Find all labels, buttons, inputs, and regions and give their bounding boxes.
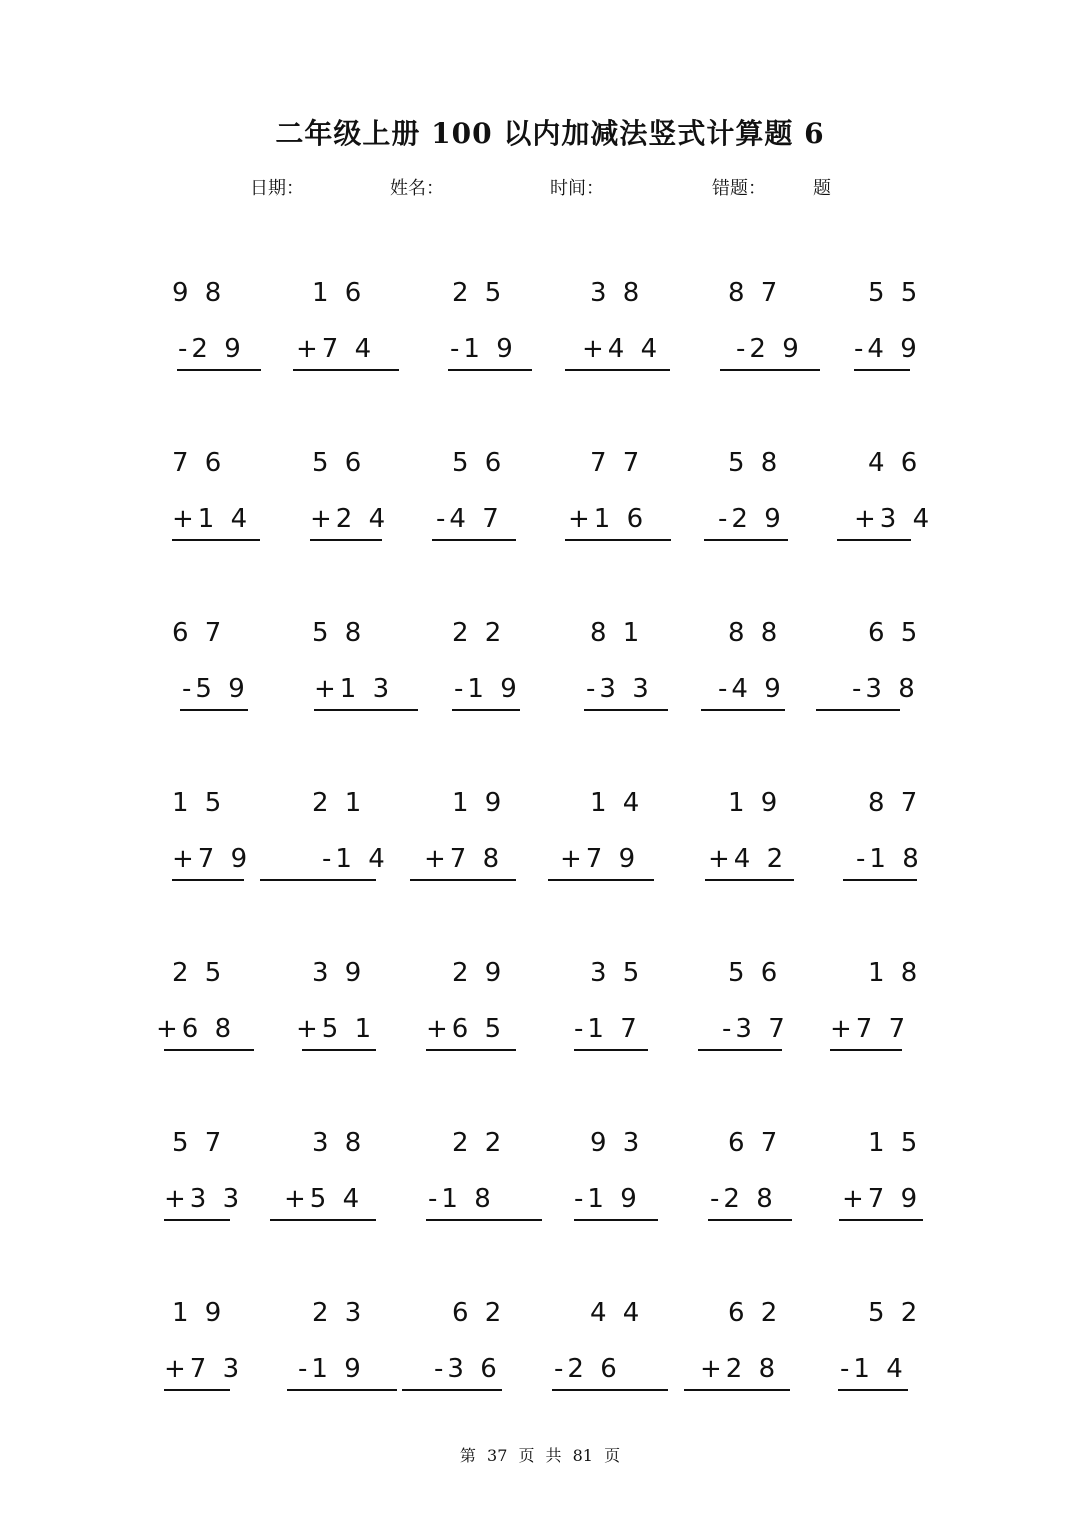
bottom-operand: -2 9 xyxy=(718,504,785,534)
answer-line xyxy=(708,1219,792,1221)
bottom-operand: -3 8 xyxy=(852,674,919,704)
errors-unit-label: 题 xyxy=(813,178,831,199)
top-number: 8 7 xyxy=(868,788,922,818)
top-number: 5 8 xyxy=(728,448,782,478)
answer-line xyxy=(302,1049,376,1051)
top-number: 2 3 xyxy=(312,1298,366,1328)
answer-line xyxy=(565,369,670,371)
bottom-operand: +7 9 xyxy=(842,1184,922,1214)
top-number: 9 8 xyxy=(172,278,226,308)
date-label: 日期： xyxy=(250,178,304,199)
top-number: 2 5 xyxy=(172,958,226,988)
answer-line xyxy=(270,1219,376,1221)
name-label: 姓名： xyxy=(390,178,444,199)
errors-label: 错题： xyxy=(712,178,766,199)
top-number: 2 9 xyxy=(452,958,506,988)
top-number: 9 3 xyxy=(590,1128,644,1158)
bottom-operand: +2 4 xyxy=(310,504,390,534)
bottom-operand: -1 9 xyxy=(574,1184,641,1214)
bottom-operand: +7 8 xyxy=(424,844,504,874)
top-number: 5 8 xyxy=(312,618,366,648)
bottom-operand: +1 3 xyxy=(314,674,394,704)
top-number: 5 7 xyxy=(172,1128,226,1158)
answer-line xyxy=(426,1219,542,1221)
answer-line xyxy=(698,1049,782,1051)
top-number: 1 9 xyxy=(452,788,506,818)
answer-line xyxy=(574,1219,658,1221)
answer-line xyxy=(448,369,532,371)
bottom-operand: +7 7 xyxy=(830,1014,910,1044)
top-number: 8 8 xyxy=(728,618,782,648)
top-number: 1 4 xyxy=(590,788,644,818)
bottom-operand: -1 9 xyxy=(298,1354,365,1384)
answer-line xyxy=(854,369,910,371)
bottom-operand: +3 4 xyxy=(854,504,934,534)
top-number: 6 2 xyxy=(452,1298,506,1328)
answer-line xyxy=(426,1049,516,1051)
answer-line xyxy=(705,879,794,881)
answer-line xyxy=(180,709,248,711)
bottom-operand: -5 9 xyxy=(182,674,249,704)
answer-line xyxy=(452,709,520,711)
answer-line xyxy=(684,1389,790,1391)
top-number: 3 9 xyxy=(312,958,366,988)
answer-line xyxy=(584,709,668,711)
answer-line xyxy=(172,879,244,881)
answer-line xyxy=(164,1389,230,1391)
bottom-operand: -1 8 xyxy=(856,844,923,874)
top-number: 8 1 xyxy=(590,618,644,648)
bottom-operand: +6 8 xyxy=(156,1014,236,1044)
bottom-operand: -4 9 xyxy=(854,334,921,364)
answer-line xyxy=(310,539,382,541)
top-number: 2 1 xyxy=(312,788,366,818)
answer-line xyxy=(704,539,788,541)
top-number: 4 6 xyxy=(868,448,922,478)
answer-line xyxy=(260,879,376,881)
answer-line xyxy=(172,539,260,541)
bottom-operand: +1 6 xyxy=(568,504,648,534)
answer-line xyxy=(843,879,917,881)
answer-line xyxy=(287,1389,397,1391)
answer-line xyxy=(410,879,516,881)
answer-line xyxy=(830,1049,902,1051)
top-number: 2 2 xyxy=(452,618,506,648)
top-number: 5 6 xyxy=(452,448,506,478)
answer-line xyxy=(574,1049,648,1051)
answer-line xyxy=(314,709,418,711)
answer-line xyxy=(402,1389,502,1391)
bottom-operand: +2 8 xyxy=(700,1354,780,1384)
top-number: 6 2 xyxy=(728,1298,782,1328)
top-number: 1 6 xyxy=(312,278,366,308)
answer-line xyxy=(177,369,261,371)
top-number: 1 5 xyxy=(172,788,226,818)
top-number: 2 2 xyxy=(452,1128,506,1158)
bottom-operand: -2 8 xyxy=(710,1184,777,1214)
bottom-operand: +3 3 xyxy=(164,1184,244,1214)
top-number: 6 7 xyxy=(172,618,226,648)
bottom-operand: -3 7 xyxy=(722,1014,789,1044)
bottom-operand: -1 9 xyxy=(450,334,517,364)
bottom-operand: -2 9 xyxy=(178,334,245,364)
bottom-operand: -1 4 xyxy=(840,1354,907,1384)
top-number: 3 8 xyxy=(312,1128,366,1158)
top-number: 5 6 xyxy=(728,958,782,988)
bottom-operand: -1 8 xyxy=(428,1184,495,1214)
bottom-operand: +5 4 xyxy=(284,1184,364,1214)
bottom-operand: -4 7 xyxy=(436,504,503,534)
top-number: 7 6 xyxy=(172,448,226,478)
top-number: 2 5 xyxy=(452,278,506,308)
bottom-operand: +6 5 xyxy=(426,1014,506,1044)
answer-line xyxy=(548,879,654,881)
bottom-operand: +7 9 xyxy=(560,844,640,874)
bottom-operand: +5 1 xyxy=(296,1014,376,1044)
bottom-operand: -2 6 xyxy=(554,1354,621,1384)
answer-line xyxy=(565,539,671,541)
bottom-operand: -1 4 xyxy=(322,844,389,874)
bottom-operand: +7 3 xyxy=(164,1354,244,1384)
top-number: 6 5 xyxy=(868,618,922,648)
bottom-operand: -1 9 xyxy=(454,674,521,704)
bottom-operand: +1 4 xyxy=(172,504,252,534)
top-number: 1 9 xyxy=(172,1298,226,1328)
bottom-operand: +4 4 xyxy=(582,334,662,364)
page-title: 二年级上册 100 以内加减法竖式计算题 6 xyxy=(275,117,825,150)
answer-line xyxy=(432,539,516,541)
top-number: 1 5 xyxy=(868,1128,922,1158)
top-number: 5 5 xyxy=(868,278,922,308)
top-number: 1 9 xyxy=(728,788,782,818)
answer-line xyxy=(837,539,911,541)
top-number: 8 7 xyxy=(728,278,782,308)
top-number: 5 6 xyxy=(312,448,366,478)
bottom-operand: -3 6 xyxy=(434,1354,501,1384)
bottom-operand: +4 2 xyxy=(708,844,788,874)
top-number: 6 7 xyxy=(728,1128,782,1158)
bottom-operand: -4 9 xyxy=(718,674,785,704)
top-number: 3 8 xyxy=(590,278,644,308)
answer-line xyxy=(720,369,820,371)
top-number: 1 8 xyxy=(868,958,922,988)
answer-line xyxy=(164,1219,230,1221)
answer-line xyxy=(816,709,900,711)
bottom-operand: +7 9 xyxy=(172,844,252,874)
bottom-operand: -2 9 xyxy=(736,334,803,364)
answer-line xyxy=(164,1049,254,1051)
bottom-operand: -1 7 xyxy=(574,1014,641,1044)
answer-line xyxy=(701,709,785,711)
top-number: 3 5 xyxy=(590,958,644,988)
answer-line xyxy=(293,369,399,371)
bottom-operand: +7 4 xyxy=(296,334,376,364)
answer-line xyxy=(839,1219,923,1221)
page-footer: 第 37 页 共 81 页 xyxy=(459,1446,621,1465)
top-number: 5 2 xyxy=(868,1298,922,1328)
answer-line xyxy=(838,1389,908,1391)
answer-line xyxy=(552,1389,668,1391)
top-number: 4 4 xyxy=(590,1298,644,1328)
time-label: 时间： xyxy=(550,178,604,199)
bottom-operand: -3 3 xyxy=(586,674,653,704)
top-number: 7 7 xyxy=(590,448,644,478)
